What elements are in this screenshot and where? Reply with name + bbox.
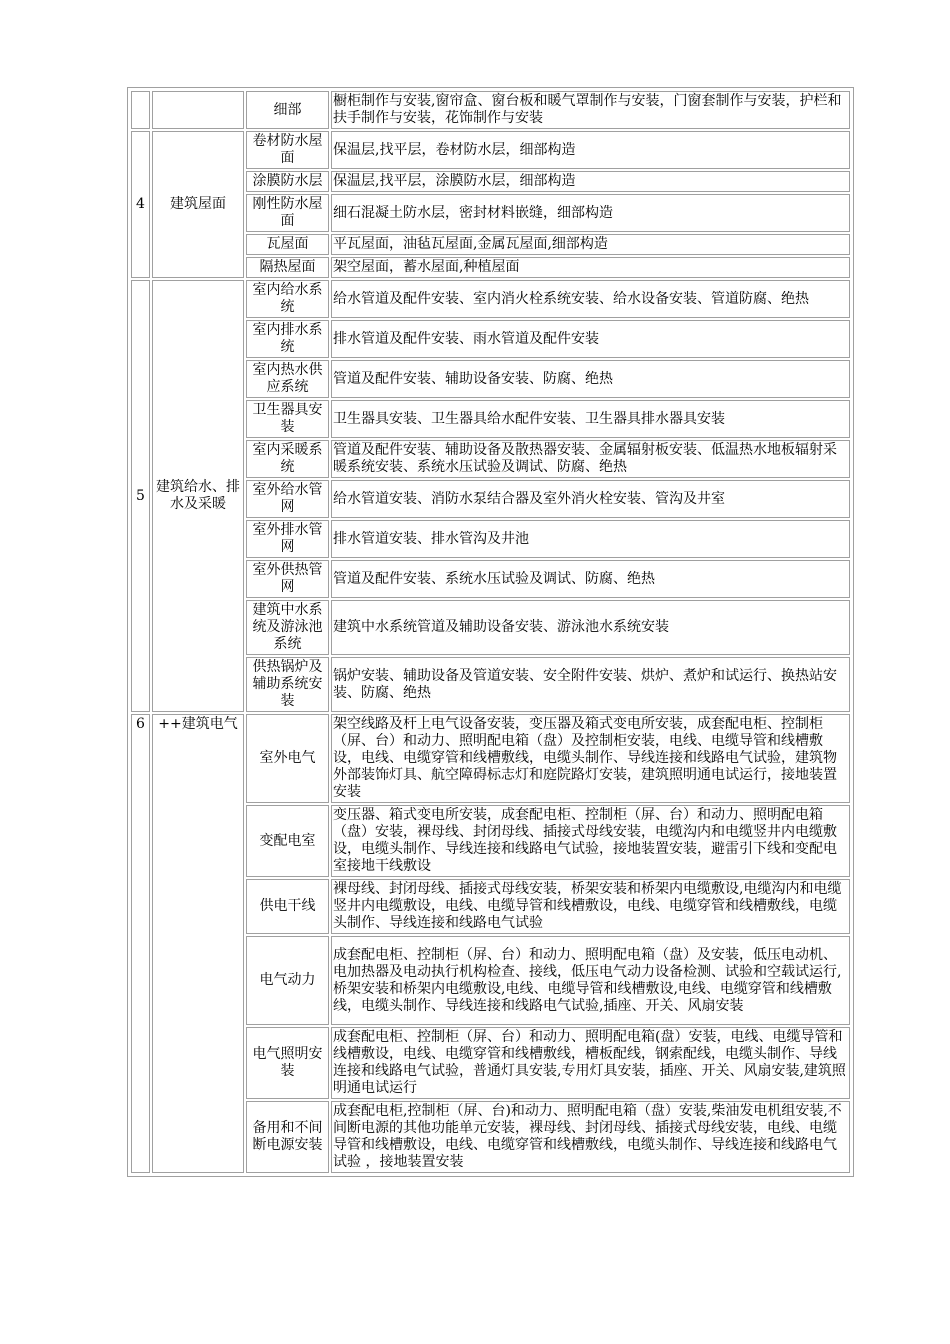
subdivision-name: 供热锅炉及辅助系统安装 — [246, 657, 329, 712]
subdivision-name: 电气照明安装 — [246, 1027, 329, 1099]
subitem-description: 裸母线、封闭母线、插接式母线安装，桥架安装和桥架内电缆敷设,电缆沟内和电缆竖井内电缆敷设，电线、电缆导管和线槽敷设，电线、电缆穿管和线槽敷线，电缆头制作、导线连接和线路电气试验 — [331, 879, 850, 934]
subdivision-name: 刚性防水屋面 — [246, 194, 329, 232]
subdivision-name: 室外供热管网 — [246, 560, 329, 598]
subitem-description: 成套配电柜,控制柜（屏、台)和动力、照明配电箱（盘）安装,柴油发电机组安装,不间断电源的其他功能单元安装，裸母线、封闭母线、插接式母线安装，电线、电缆导管和线槽敷设，电线、电缆穿管和线槽敷线，电缆头制作、导线连接和线路电气试验 ，接地装置安装 — [331, 1101, 850, 1173]
subitem-description: 排水管道及配件安装、雨水管道及配件安装 — [331, 320, 850, 358]
subdivision-name: 隔热屋面 — [246, 257, 329, 278]
division-name: 建筑给水、排水及采暖 — [152, 280, 244, 712]
subdivision-name: 室内热水供应系统 — [246, 360, 329, 398]
subdivision-name: 卷材防水屋面 — [246, 131, 329, 169]
subdivision-name: 供电干线 — [246, 879, 329, 934]
construction-division-table — [129, 89, 852, 1175]
table-row — [131, 280, 850, 318]
subitem-description: 排水管道安装、排水管沟及井池 — [331, 520, 850, 558]
subdivision-name: 瓦屋面 — [246, 234, 329, 255]
item-number: 4 — [131, 131, 150, 278]
subitem-description: 给水管道及配件安装、室内消火栓系统安装、给水设备安装、管道防腐、绝热 — [331, 280, 850, 318]
subitem-description: 管道及配件安装、辅助设备及散热器安装、金属辐射板安装、低温热水地板辐射采暖系统安装、系统水压试验及调试、防腐、绝热 — [331, 440, 850, 478]
subdivision-name: 细部 — [246, 91, 329, 129]
item-number: 6 — [131, 714, 150, 1173]
division-name: ++建筑电气 — [152, 714, 244, 1173]
item-number — [131, 91, 150, 129]
item-number: 5 — [131, 280, 150, 712]
subitem-description: 给水管道安装、消防水泵结合器及室外消火栓安装、管沟及井室 — [331, 480, 850, 518]
subitem-description: 卫生器具安装、卫生器具给水配件安装、卫生器具排水器具安装 — [331, 400, 850, 438]
subitem-description: 锅炉安装、辅助设备及管道安装、安全附件安装、烘炉、煮炉和试运行、换热站安装、防腐、绝热 — [331, 657, 850, 712]
subitem-description: 保温层,找平层，卷材防水层，细部构造 — [331, 131, 850, 169]
subitem-description: 架空线路及杆上电气设备安装，变压器及箱式变电所安装，成套配电柜、控制柜（屏、台）和动力、照明配电箱（盘）及控制柜安装，电线、电缆导管和线槽敷设，电线、电缆穿管和线槽敷线，电缆头制作、导线连接和线路电气试验，建筑物外部装饰灯具、航空障碍标志灯和庭院路灯安装，建筑照明通电试运行，接地装置安装 — [331, 714, 850, 803]
subitem-description: 成套配电柜、控制柜（屏、台）和动力、照明配电箱（盘）及安装，低压电动机、电加热器及电动执行机构检查、接线，低压电气动力设备检测、试验和空载试运行,桥架安装和桥架内电缆敷设,电线、电缆导管和线槽敷设,电线、电缆穿管和线槽敷线，电缆头制作、导线连接和线路电气试验,插座、开关、风扇安装 — [331, 936, 850, 1025]
subitem-description: 平瓦屋面，油毡瓦屋面,金属瓦屋面,细部构造 — [331, 234, 850, 255]
subitem-description: 保温层,找平层，涂膜防水层，细部构造 — [331, 171, 850, 192]
subitem-description: 成套配电柜、控制柜（屏、台）和动力、照明配电箱(盘）安装，电线、电缆导管和线槽敷设，电线、电缆穿管和线槽敷线，槽板配线，钢索配线，电缆头制作、导线连接和线路电气试验，普通灯具安装,专用灯具安装，插座、开关、风扇安装,建筑照明通电试运行 — [331, 1027, 850, 1099]
subitem-description: 变压器、箱式变电所安装，成套配电柜、控制柜（屏、台）和动力、照明配电箱（盘）安装，裸母线、封闭母线、插接式母线安装，电缆沟内和电缆竖井内电缆敷设，电缆头制作、导线连接和线路电气试验，接地装置安装，避雷引下线和变配电室接地干线敷设 — [331, 805, 850, 877]
document-sheet — [127, 87, 854, 1177]
subitem-description: 建筑中水系统管道及辅助设备安装、游泳池水系统安装 — [331, 600, 850, 655]
subdivision-name: 室外排水管网 — [246, 520, 329, 558]
table-row — [131, 131, 850, 169]
subdivision-name: 变配电室 — [246, 805, 329, 877]
subdivision-name: 室内给水系统 — [246, 280, 329, 318]
subdivision-name: 电气动力 — [246, 936, 329, 1025]
subdivision-name: 室内采暖系统 — [246, 440, 329, 478]
subitem-description: 管道及配件安装、系统水压试验及调试、防腐、绝热 — [331, 560, 850, 598]
subdivision-name: 涂膜防水层 — [246, 171, 329, 192]
subitem-description: 管道及配件安装、辅助设备安装、防腐、绝热 — [331, 360, 850, 398]
table-row — [131, 714, 850, 803]
table-row — [131, 91, 850, 129]
subitem-description: 橱柜制作与安装,窗帘盒、窗台板和暖气罩制作与安装，门窗套制作与安装，护栏和扶手制作与安装，花饰制作与安装 — [331, 91, 850, 129]
subitem-description: 细石混凝土防水层，密封材料嵌缝，细部构造 — [331, 194, 850, 232]
subdivision-name: 室外电气 — [246, 714, 329, 803]
subitem-description: 架空屋面，蓄水屋面,种植屋面 — [331, 257, 850, 278]
subdivision-name: 建筑中水系统及游泳池系统 — [246, 600, 329, 655]
subdivision-name: 备用和不间断电源安装 — [246, 1101, 329, 1173]
division-name: 建筑屋面 — [152, 131, 244, 278]
subdivision-name: 卫生器具安装 — [246, 400, 329, 438]
division-name — [152, 91, 244, 129]
subdivision-name: 室外给水管网 — [246, 480, 329, 518]
subdivision-name: 室内排水系统 — [246, 320, 329, 358]
